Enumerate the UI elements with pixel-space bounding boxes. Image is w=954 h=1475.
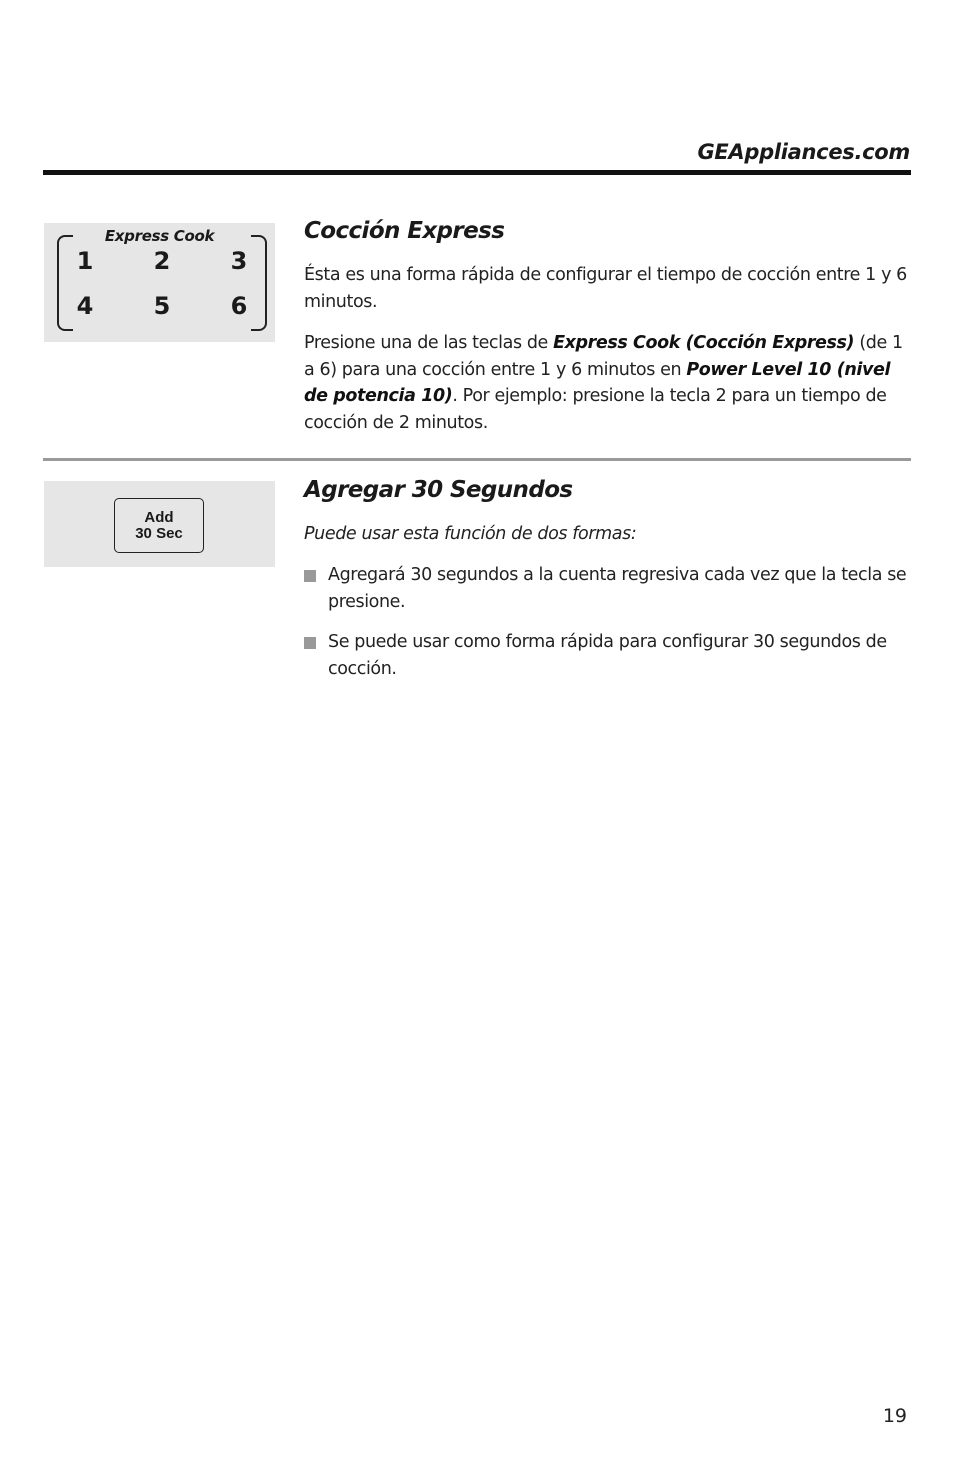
express-key-3: 3	[230, 247, 248, 275]
express-key-4: 4	[76, 292, 94, 320]
add-30-sec-panel	[44, 481, 275, 567]
header-rule	[43, 170, 911, 175]
add-key-line1: Add	[144, 508, 174, 526]
express-key-5: 5	[153, 292, 171, 320]
section1-paragraph-1: Ésta es una forma rápida de configurar el tiempo de cocción entre 1 y 6 minutos.	[304, 265, 907, 312]
bullet-square-icon	[304, 637, 316, 649]
section1-paragraph-2: Presione una de las teclas de Express Cook (Cocción Express) (de 1 a 6) para una cocción entre 1 y 6 minutos en Power Level 10 (nivel de potencia 10). Por ejemplo: presione la tecla 2 para un tiempo de cocción de 2 minutos.	[304, 333, 903, 433]
section-title-agregar-30-segundos: Agregar 30 Segundos	[304, 477, 573, 503]
list-item: Agregará 30 segundos a la cuenta regresiva cada vez que la tecla se presione.	[304, 562, 910, 615]
list-item: Se puede usar como forma rápida para configurar 30 segundos de cocción.	[304, 629, 910, 682]
section-divider	[43, 458, 911, 461]
express-key-6: 6	[230, 292, 248, 320]
express-key-2: 2	[153, 247, 171, 275]
section2-intro: Puede usar esta función de dos formas:	[304, 524, 637, 544]
page-number: 19	[882, 1405, 907, 1427]
express-key-1: 1	[76, 247, 94, 275]
express-cook-keypad	[44, 223, 275, 342]
add-key-line2: 30 Sec	[135, 524, 183, 542]
add-30-sec-key	[114, 498, 204, 553]
site-url: GEAppliances.com	[697, 140, 910, 164]
bullet-square-icon	[304, 570, 316, 582]
section-title-coccion-express: Cocción Express	[304, 218, 505, 244]
express-cook-label: Express Cook	[104, 227, 215, 245]
